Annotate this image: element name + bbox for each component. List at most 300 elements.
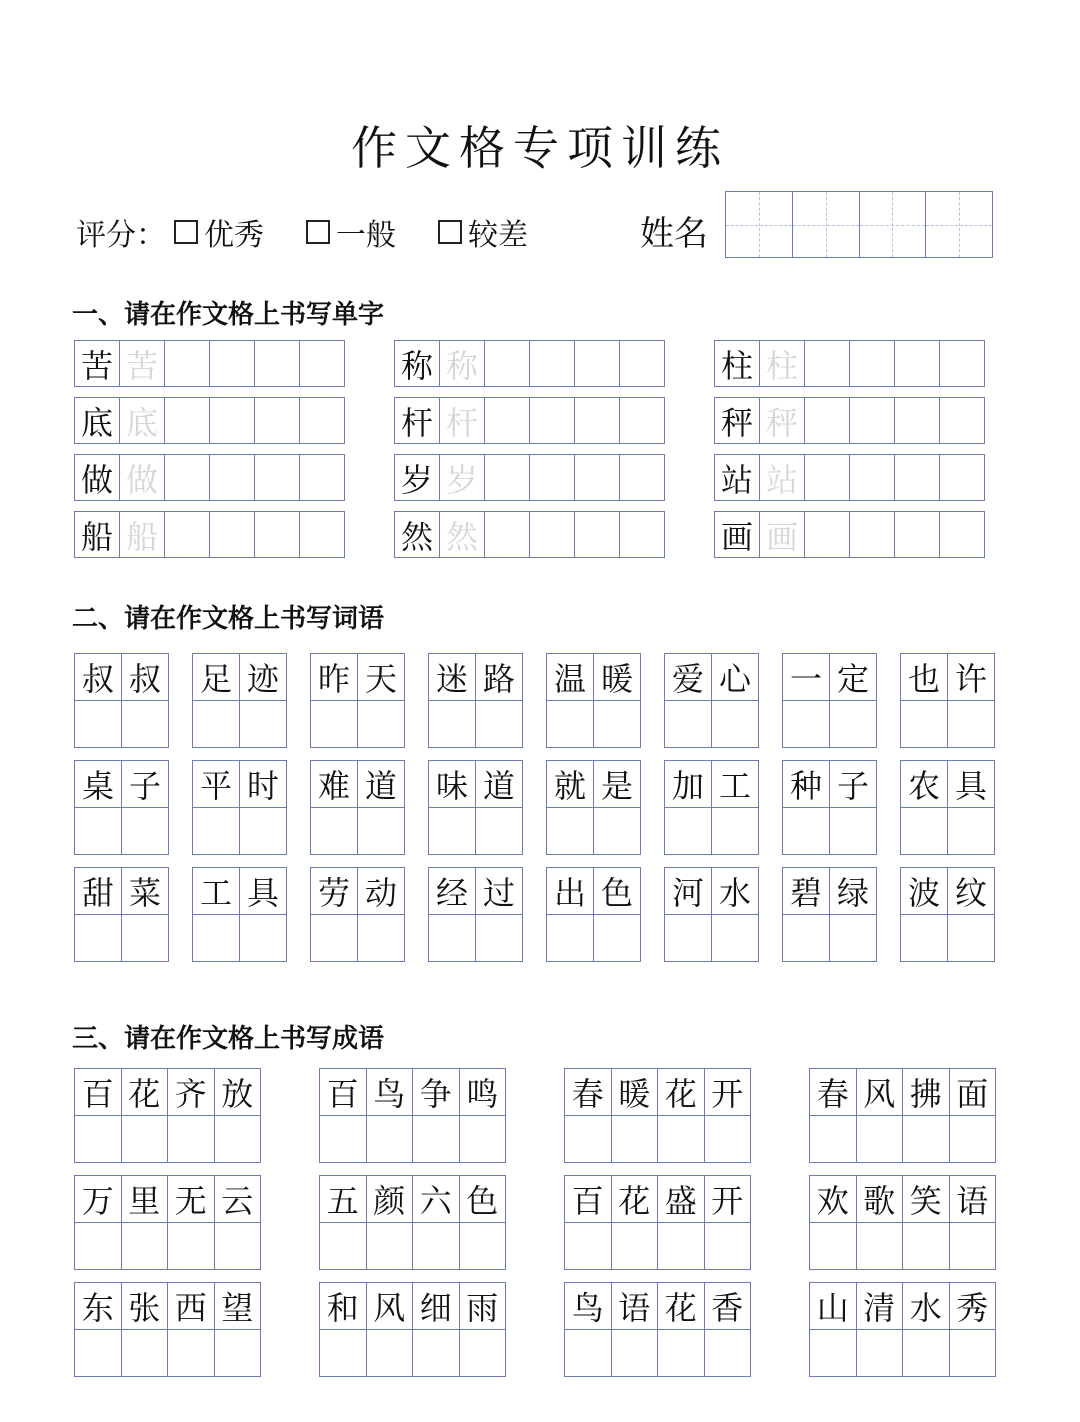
practice-cell[interactable] bbox=[459, 1222, 507, 1270]
practice-cell[interactable] bbox=[319, 1329, 367, 1377]
practice-cell[interactable] bbox=[947, 807, 995, 855]
practice-cell[interactable] bbox=[357, 700, 405, 748]
word-char: 工 bbox=[711, 760, 759, 808]
word-char: 暖 bbox=[593, 653, 641, 701]
idiom-char: 山 bbox=[809, 1282, 857, 1330]
word-block bbox=[782, 653, 876, 747]
practice-cell[interactable] bbox=[412, 1329, 460, 1377]
idiom-char: 秀 bbox=[949, 1282, 997, 1330]
idiom-char: 笑 bbox=[902, 1175, 950, 1223]
word-char: 心 bbox=[711, 653, 759, 701]
rating-option-average[interactable]: 一般 bbox=[306, 210, 396, 254]
practice-row bbox=[394, 340, 665, 387]
word-char: 是 bbox=[593, 760, 641, 808]
idiom-char: 望 bbox=[214, 1282, 262, 1330]
word-block bbox=[310, 760, 404, 854]
idiom-char: 鸟 bbox=[366, 1068, 414, 1116]
practice-cell[interactable] bbox=[664, 914, 712, 962]
practice-cell[interactable] bbox=[939, 340, 985, 387]
name-cell[interactable] bbox=[859, 191, 927, 258]
model-char: 船 bbox=[74, 511, 120, 558]
practice-row bbox=[714, 340, 985, 387]
practice-cell[interactable] bbox=[619, 454, 665, 501]
practice-cell[interactable] bbox=[164, 397, 210, 444]
idiom-char: 花 bbox=[611, 1175, 659, 1223]
word-char: 路 bbox=[475, 653, 523, 701]
trace-char: 杆 bbox=[439, 397, 485, 444]
idiom-char: 颜 bbox=[366, 1175, 414, 1223]
word-block bbox=[782, 760, 876, 854]
practice-cell[interactable] bbox=[529, 340, 575, 387]
idiom-char: 雨 bbox=[459, 1282, 507, 1330]
word-block bbox=[664, 653, 758, 747]
trace-char: 然 bbox=[439, 511, 485, 558]
word-char: 定 bbox=[829, 653, 877, 701]
word-char: 足 bbox=[192, 653, 240, 701]
word-char: 碧 bbox=[782, 867, 830, 915]
practice-cell[interactable] bbox=[529, 511, 575, 558]
practice-cell[interactable] bbox=[704, 1115, 752, 1163]
trace-char: 秤 bbox=[759, 397, 805, 444]
word-char: 河 bbox=[664, 867, 712, 915]
practice-cell[interactable] bbox=[121, 700, 169, 748]
practice-cell[interactable] bbox=[254, 454, 300, 501]
practice-row bbox=[714, 397, 985, 444]
practice-cell[interactable] bbox=[809, 1115, 857, 1163]
practice-cell[interactable] bbox=[214, 1329, 262, 1377]
idiom-block bbox=[74, 1175, 260, 1269]
word-block bbox=[192, 867, 286, 961]
word-block bbox=[310, 867, 404, 961]
practice-cell[interactable] bbox=[619, 511, 665, 558]
practice-cell[interactable] bbox=[849, 511, 895, 558]
practice-cell[interactable] bbox=[214, 1115, 262, 1163]
practice-cell[interactable] bbox=[254, 340, 300, 387]
practice-cell[interactable] bbox=[657, 1222, 705, 1270]
word-char: 难 bbox=[310, 760, 358, 808]
practice-cell[interactable] bbox=[484, 340, 530, 387]
practice-cell[interactable] bbox=[254, 397, 300, 444]
practice-cell[interactable] bbox=[829, 700, 877, 748]
practice-cell[interactable] bbox=[239, 700, 287, 748]
model-char: 然 bbox=[394, 511, 440, 558]
idiom-block bbox=[564, 1175, 750, 1269]
practice-cell[interactable] bbox=[164, 340, 210, 387]
section-heading-words: 二、请在作文格上书写词语 bbox=[72, 604, 385, 634]
word-char: 爱 bbox=[664, 653, 712, 701]
idiom-char: 语 bbox=[949, 1175, 997, 1223]
practice-cell[interactable] bbox=[809, 1329, 857, 1377]
word-char: 桌 bbox=[74, 760, 122, 808]
name-cell[interactable] bbox=[725, 191, 793, 258]
practice-cell[interactable] bbox=[574, 397, 620, 444]
idiom-char: 无 bbox=[167, 1175, 215, 1223]
practice-cell[interactable] bbox=[546, 914, 594, 962]
practice-cell[interactable] bbox=[593, 914, 641, 962]
practice-cell[interactable] bbox=[299, 397, 345, 444]
idiom-char: 清 bbox=[856, 1282, 904, 1330]
practice-cell[interactable] bbox=[704, 1222, 752, 1270]
practice-cell[interactable] bbox=[357, 914, 405, 962]
practice-cell[interactable] bbox=[664, 807, 712, 855]
practice-cell[interactable] bbox=[74, 1329, 122, 1377]
model-char: 画 bbox=[714, 511, 760, 558]
rating-option-excellent[interactable]: 优秀 bbox=[174, 210, 264, 254]
word-char: 色 bbox=[593, 867, 641, 915]
checkbox[interactable] bbox=[306, 220, 330, 244]
word-block bbox=[428, 867, 522, 961]
practice-cell[interactable] bbox=[164, 454, 210, 501]
word-block bbox=[74, 867, 168, 961]
idiom-block bbox=[809, 1175, 995, 1269]
trace-char: 站 bbox=[759, 454, 805, 501]
practice-cell[interactable] bbox=[484, 454, 530, 501]
practice-cell[interactable] bbox=[564, 1222, 612, 1270]
idiom-char: 春 bbox=[564, 1068, 612, 1116]
practice-cell[interactable] bbox=[121, 1222, 169, 1270]
name-label: 姓名 bbox=[640, 214, 708, 254]
practice-cell[interactable] bbox=[949, 1329, 997, 1377]
practice-cell[interactable] bbox=[167, 1222, 215, 1270]
practice-cell[interactable] bbox=[949, 1222, 997, 1270]
word-char: 绿 bbox=[829, 867, 877, 915]
model-char: 做 bbox=[74, 454, 120, 501]
word-char: 过 bbox=[475, 867, 523, 915]
practice-cell[interactable] bbox=[239, 807, 287, 855]
word-char: 出 bbox=[546, 867, 594, 915]
practice-cell[interactable] bbox=[704, 1329, 752, 1377]
word-char: 天 bbox=[357, 653, 405, 701]
name-cell[interactable] bbox=[925, 191, 993, 258]
practice-cell[interactable] bbox=[167, 1329, 215, 1377]
practice-cell[interactable] bbox=[546, 807, 594, 855]
idiom-char: 鸣 bbox=[459, 1068, 507, 1116]
section-heading-idioms: 三、请在作文格上书写成语 bbox=[72, 1024, 385, 1054]
word-block bbox=[310, 653, 404, 747]
word-char: 工 bbox=[192, 867, 240, 915]
trace-char: 柱 bbox=[759, 340, 805, 387]
practice-cell[interactable] bbox=[849, 454, 895, 501]
idiom-char: 盛 bbox=[657, 1175, 705, 1223]
word-char: 加 bbox=[664, 760, 712, 808]
practice-cell[interactable] bbox=[74, 807, 122, 855]
practice-cell[interactable] bbox=[804, 454, 850, 501]
practice-cell[interactable] bbox=[299, 454, 345, 501]
trace-char: 苦 bbox=[119, 340, 165, 387]
practice-cell[interactable] bbox=[209, 397, 255, 444]
rating-option-poor[interactable]: 较差 bbox=[438, 210, 528, 254]
word-char: 也 bbox=[900, 653, 948, 701]
practice-cell[interactable] bbox=[167, 1115, 215, 1163]
word-char: 农 bbox=[900, 760, 948, 808]
idiom-char: 云 bbox=[214, 1175, 262, 1223]
practice-cell[interactable] bbox=[711, 700, 759, 748]
practice-cell[interactable] bbox=[192, 914, 240, 962]
practice-cell[interactable] bbox=[657, 1329, 705, 1377]
model-char: 称 bbox=[394, 340, 440, 387]
trace-char: 底 bbox=[119, 397, 165, 444]
practice-cell[interactable] bbox=[574, 340, 620, 387]
word-block bbox=[900, 653, 994, 747]
word-block bbox=[192, 653, 286, 747]
practice-cell[interactable] bbox=[254, 511, 300, 558]
practice-cell[interactable] bbox=[310, 700, 358, 748]
section-heading-single: 一、请在作文格上书写单字 bbox=[72, 300, 385, 330]
practice-cell[interactable] bbox=[192, 700, 240, 748]
practice-cell[interactable] bbox=[611, 1115, 659, 1163]
idiom-block bbox=[564, 1068, 750, 1162]
practice-cell[interactable] bbox=[357, 807, 405, 855]
practice-cell[interactable] bbox=[947, 700, 995, 748]
trace-char: 做 bbox=[119, 454, 165, 501]
practice-cell[interactable] bbox=[74, 1222, 122, 1270]
practice-cell[interactable] bbox=[947, 914, 995, 962]
practice-cell[interactable] bbox=[428, 807, 476, 855]
practice-cell[interactable] bbox=[366, 1222, 414, 1270]
practice-cell[interactable] bbox=[782, 700, 830, 748]
practice-cell[interactable] bbox=[849, 340, 895, 387]
practice-cell[interactable] bbox=[310, 807, 358, 855]
practice-cell[interactable] bbox=[611, 1222, 659, 1270]
practice-cell[interactable] bbox=[782, 914, 830, 962]
model-char: 站 bbox=[714, 454, 760, 501]
practice-cell[interactable] bbox=[894, 397, 940, 444]
practice-cell[interactable] bbox=[949, 1115, 997, 1163]
practice-cell[interactable] bbox=[894, 511, 940, 558]
practice-row bbox=[74, 397, 345, 444]
page-title: 作文格专项训练 bbox=[351, 121, 729, 175]
practice-cell[interactable] bbox=[529, 397, 575, 444]
idiom-char: 面 bbox=[949, 1068, 997, 1116]
idiom-char: 暖 bbox=[611, 1068, 659, 1116]
model-char: 底 bbox=[74, 397, 120, 444]
practice-cell[interactable] bbox=[804, 340, 850, 387]
practice-cell[interactable] bbox=[939, 397, 985, 444]
idiom-char: 欢 bbox=[809, 1175, 857, 1223]
practice-cell[interactable] bbox=[593, 700, 641, 748]
trace-char: 称 bbox=[439, 340, 485, 387]
practice-cell[interactable] bbox=[412, 1222, 460, 1270]
practice-cell[interactable] bbox=[711, 914, 759, 962]
idiom-char: 花 bbox=[657, 1068, 705, 1116]
practice-cell[interactable] bbox=[546, 700, 594, 748]
word-char: 经 bbox=[428, 867, 476, 915]
model-char: 柱 bbox=[714, 340, 760, 387]
practice-row bbox=[74, 511, 345, 558]
practice-cell[interactable] bbox=[121, 1115, 169, 1163]
practice-cell[interactable] bbox=[829, 807, 877, 855]
practice-cell[interactable] bbox=[939, 454, 985, 501]
practice-cell[interactable] bbox=[74, 914, 122, 962]
practice-cell[interactable] bbox=[366, 1115, 414, 1163]
practice-row bbox=[394, 454, 665, 501]
practice-cell[interactable] bbox=[564, 1329, 612, 1377]
idiom-char: 拂 bbox=[902, 1068, 950, 1116]
practice-cell[interactable] bbox=[894, 454, 940, 501]
name-cell[interactable] bbox=[792, 191, 860, 258]
practice-cell[interactable] bbox=[574, 454, 620, 501]
idiom-char: 百 bbox=[319, 1068, 367, 1116]
word-char: 平 bbox=[192, 760, 240, 808]
practice-cell[interactable] bbox=[214, 1222, 262, 1270]
idiom-char: 放 bbox=[214, 1068, 262, 1116]
rating-label: 评分： bbox=[76, 218, 166, 253]
practice-row bbox=[714, 511, 985, 558]
practice-cell[interactable] bbox=[900, 700, 948, 748]
idiom-block bbox=[74, 1068, 260, 1162]
word-char: 味 bbox=[428, 760, 476, 808]
practice-cell[interactable] bbox=[529, 454, 575, 501]
idiom-char: 风 bbox=[366, 1282, 414, 1330]
word-block bbox=[546, 760, 640, 854]
model-char: 苦 bbox=[74, 340, 120, 387]
idiom-char: 西 bbox=[167, 1282, 215, 1330]
word-block bbox=[664, 760, 758, 854]
idiom-char: 开 bbox=[704, 1175, 752, 1223]
idiom-char: 春 bbox=[809, 1068, 857, 1116]
practice-cell[interactable] bbox=[121, 1329, 169, 1377]
idiom-block bbox=[74, 1282, 260, 1376]
word-char: 菜 bbox=[121, 867, 169, 915]
practice-cell[interactable] bbox=[574, 511, 620, 558]
idiom-char: 开 bbox=[704, 1068, 752, 1116]
word-char: 具 bbox=[239, 867, 287, 915]
idiom-char: 花 bbox=[121, 1068, 169, 1116]
idiom-char: 花 bbox=[657, 1282, 705, 1330]
practice-cell[interactable] bbox=[619, 397, 665, 444]
practice-cell[interactable] bbox=[902, 1222, 950, 1270]
idiom-char: 香 bbox=[704, 1282, 752, 1330]
name-input-grid[interactable] bbox=[725, 191, 993, 258]
practice-cell[interactable] bbox=[164, 511, 210, 558]
word-char: 许 bbox=[947, 653, 995, 701]
practice-cell[interactable] bbox=[459, 1329, 507, 1377]
word-char: 温 bbox=[546, 653, 594, 701]
idiom-char: 水 bbox=[902, 1282, 950, 1330]
word-block bbox=[74, 653, 168, 747]
practice-cell[interactable] bbox=[782, 807, 830, 855]
practice-cell[interactable] bbox=[711, 807, 759, 855]
word-block bbox=[900, 760, 994, 854]
practice-cell[interactable] bbox=[366, 1329, 414, 1377]
idiom-char: 东 bbox=[74, 1282, 122, 1330]
practice-cell[interactable] bbox=[209, 340, 255, 387]
word-char: 子 bbox=[829, 760, 877, 808]
practice-cell[interactable] bbox=[484, 397, 530, 444]
word-char: 就 bbox=[546, 760, 594, 808]
word-char: 种 bbox=[782, 760, 830, 808]
word-block bbox=[546, 653, 640, 747]
practice-cell[interactable] bbox=[209, 454, 255, 501]
practice-cell[interactable] bbox=[900, 807, 948, 855]
word-block bbox=[428, 653, 522, 747]
practice-cell[interactable] bbox=[121, 914, 169, 962]
word-block bbox=[546, 867, 640, 961]
checkbox[interactable] bbox=[438, 220, 462, 244]
idiom-block bbox=[809, 1282, 995, 1376]
idiom-char: 齐 bbox=[167, 1068, 215, 1116]
practice-cell[interactable] bbox=[299, 511, 345, 558]
practice-cell[interactable] bbox=[74, 1115, 122, 1163]
practice-cell[interactable] bbox=[809, 1222, 857, 1270]
idiom-block bbox=[319, 1175, 505, 1269]
practice-cell[interactable] bbox=[856, 1115, 904, 1163]
practice-cell[interactable] bbox=[902, 1329, 950, 1377]
practice-cell[interactable] bbox=[475, 807, 523, 855]
idiom-char: 张 bbox=[121, 1282, 169, 1330]
practice-cell[interactable] bbox=[939, 511, 985, 558]
practice-cell[interactable] bbox=[619, 340, 665, 387]
practice-cell[interactable] bbox=[664, 700, 712, 748]
idiom-char: 风 bbox=[856, 1068, 904, 1116]
practice-cell[interactable] bbox=[319, 1115, 367, 1163]
practice-cell[interactable] bbox=[319, 1222, 367, 1270]
practice-cell[interactable] bbox=[239, 914, 287, 962]
idiom-char: 六 bbox=[412, 1175, 460, 1223]
practice-cell[interactable] bbox=[829, 914, 877, 962]
practice-cell[interactable] bbox=[849, 397, 895, 444]
word-block bbox=[664, 867, 758, 961]
practice-cell[interactable] bbox=[209, 511, 255, 558]
practice-cell[interactable] bbox=[657, 1115, 705, 1163]
practice-cell[interactable] bbox=[900, 914, 948, 962]
practice-cell[interactable] bbox=[593, 807, 641, 855]
practice-cell[interactable] bbox=[484, 511, 530, 558]
practice-cell[interactable] bbox=[475, 914, 523, 962]
practice-row bbox=[74, 454, 345, 501]
practice-cell[interactable] bbox=[804, 511, 850, 558]
practice-cell[interactable] bbox=[299, 340, 345, 387]
practice-cell[interactable] bbox=[121, 807, 169, 855]
practice-cell[interactable] bbox=[894, 340, 940, 387]
checkbox[interactable] bbox=[174, 220, 198, 244]
word-char: 迹 bbox=[239, 653, 287, 701]
practice-cell[interactable] bbox=[856, 1222, 904, 1270]
practice-cell[interactable] bbox=[192, 807, 240, 855]
word-block bbox=[900, 867, 994, 961]
word-char: 波 bbox=[900, 867, 948, 915]
practice-cell[interactable] bbox=[611, 1329, 659, 1377]
word-char: 叔 bbox=[74, 653, 122, 701]
practice-cell[interactable] bbox=[856, 1329, 904, 1377]
practice-cell[interactable] bbox=[428, 700, 476, 748]
word-char: 时 bbox=[239, 760, 287, 808]
idiom-char: 里 bbox=[121, 1175, 169, 1223]
word-char: 昨 bbox=[310, 653, 358, 701]
idiom-char: 五 bbox=[319, 1175, 367, 1223]
word-block bbox=[782, 867, 876, 961]
practice-cell[interactable] bbox=[902, 1115, 950, 1163]
practice-cell[interactable] bbox=[74, 700, 122, 748]
word-block bbox=[74, 760, 168, 854]
idiom-char: 歌 bbox=[856, 1175, 904, 1223]
word-block bbox=[192, 760, 286, 854]
practice-cell[interactable] bbox=[459, 1115, 507, 1163]
practice-cell[interactable] bbox=[804, 397, 850, 444]
word-char: 道 bbox=[357, 760, 405, 808]
idiom-block bbox=[319, 1282, 505, 1376]
practice-cell[interactable] bbox=[310, 914, 358, 962]
practice-row bbox=[394, 511, 665, 558]
trace-char: 画 bbox=[759, 511, 805, 558]
practice-cell[interactable] bbox=[412, 1115, 460, 1163]
practice-cell[interactable] bbox=[475, 700, 523, 748]
practice-cell[interactable] bbox=[564, 1115, 612, 1163]
practice-cell[interactable] bbox=[428, 914, 476, 962]
idiom-block bbox=[809, 1068, 995, 1162]
word-char: 纹 bbox=[947, 867, 995, 915]
idiom-char: 百 bbox=[74, 1068, 122, 1116]
